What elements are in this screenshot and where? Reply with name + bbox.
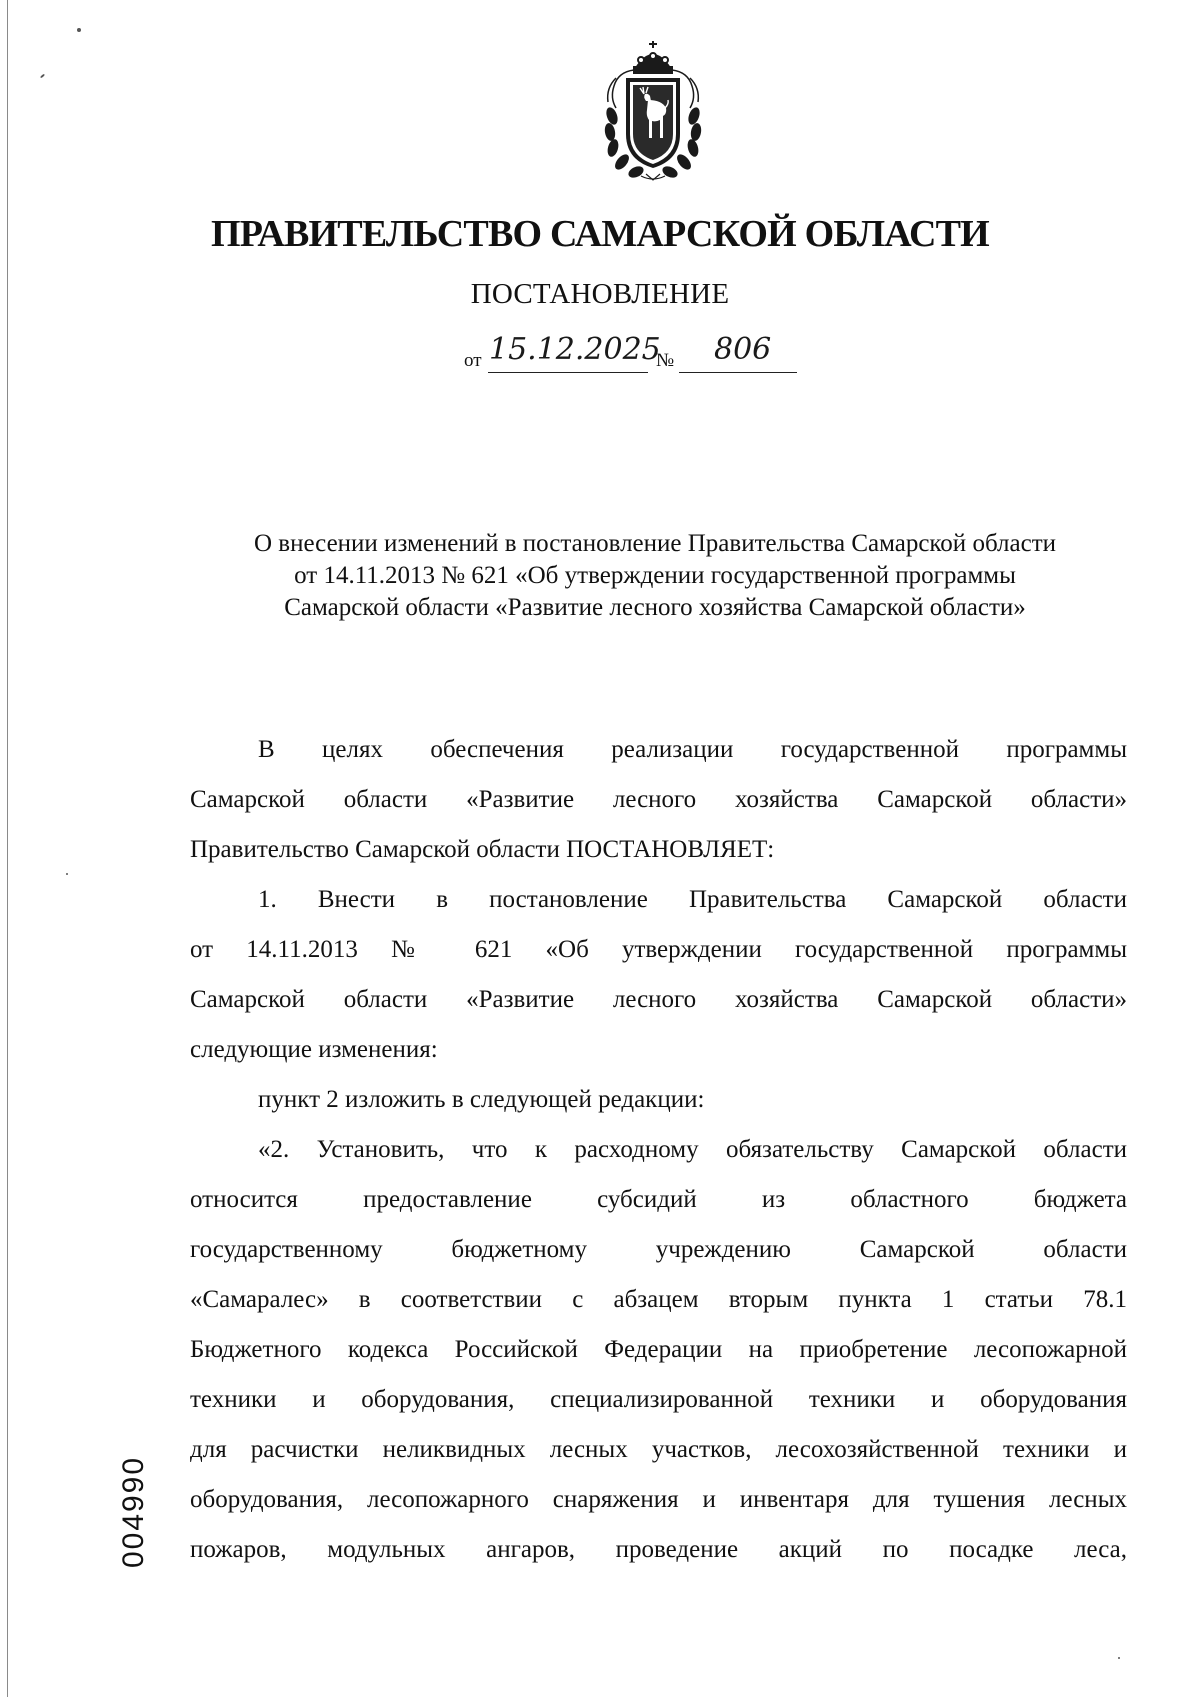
body-line: Бюджетного кодекса Российской Федерации на приобретение лесопожарной [190,1336,1127,1363]
body-line: Самарской области «Развитие лесного хозяйства Самарской области» [190,786,1127,813]
body-line: государственному бюджетному учреждению Самарской области [190,1236,1127,1263]
body-line: следующие изменения: [190,1036,438,1063]
body-line: для расчистки неликвидных лесных участков, лесохозяйственной техники и [190,1436,1127,1463]
body-line: пожаров, модульных ангаров, проведение акций по посадке леса, [190,1536,1127,1563]
scan-speck [66,873,68,875]
coat-of-arms-icon [596,38,710,183]
subject-line: от 14.11.2013 № 621 «Об утверждении государственной программы [294,562,1016,589]
scan-speck [77,28,81,32]
body-line: Правительство Самарской области ПОСТАНОВЛЯЕТ: [190,836,775,863]
document-body [190,725,1127,1575]
body-line: от 14.11.2013 № 621 «Об утверждении государственной программы [190,936,1127,963]
handwritten-number: 806 [714,332,772,367]
scan-speck [1118,1657,1120,1659]
body-line: 1. Внести в постановление Правительства Самарской области [258,886,1127,913]
date-prefix: от [464,350,482,371]
side-serial-number: 004990 [117,1455,150,1569]
body-line: «Самаралес» в соответствии с абзацем вторым пункта 1 статьи 78.1 [190,1286,1127,1313]
body-line: «2. Установить, что к расходному обязательству Самарской области [258,1136,1127,1163]
number-prefix: № [656,350,675,371]
number-underline [679,372,797,373]
body-line: относится предоставление субсидий из областного бюджета [190,1186,1127,1213]
date-number-line [464,332,864,376]
subject-line: О внесении изменений в постановление Правительства Самарской области [253,530,1057,557]
subject-line: Самарской области «Развитие лесного хозяйства Самарской области» [284,594,1026,621]
body-line: техники и оборудования, специализированной техники и оборудования [190,1386,1127,1413]
document-type: ПОСТАНОВЛЕНИЕ [470,278,730,310]
scan-speck [40,74,45,79]
organization-title: ПРАВИТЕЛЬСТВО САМАРСКОЙ ОБЛАСТИ [211,213,989,255]
handwritten-date: 15.12.2025 [489,332,661,367]
document-subject [190,528,1120,624]
body-line: Самарской области «Развитие лесного хозяйства Самарской области» [190,986,1127,1013]
body-line: пункт 2 изложить в следующей редакции: [258,1086,705,1113]
date-underline [488,372,648,373]
body-line: оборудования, лесопожарного снаряжения и инвентаря для тушения лесных [190,1486,1127,1513]
body-line: В целях обеспечения реализации государственной программы [258,736,1127,763]
